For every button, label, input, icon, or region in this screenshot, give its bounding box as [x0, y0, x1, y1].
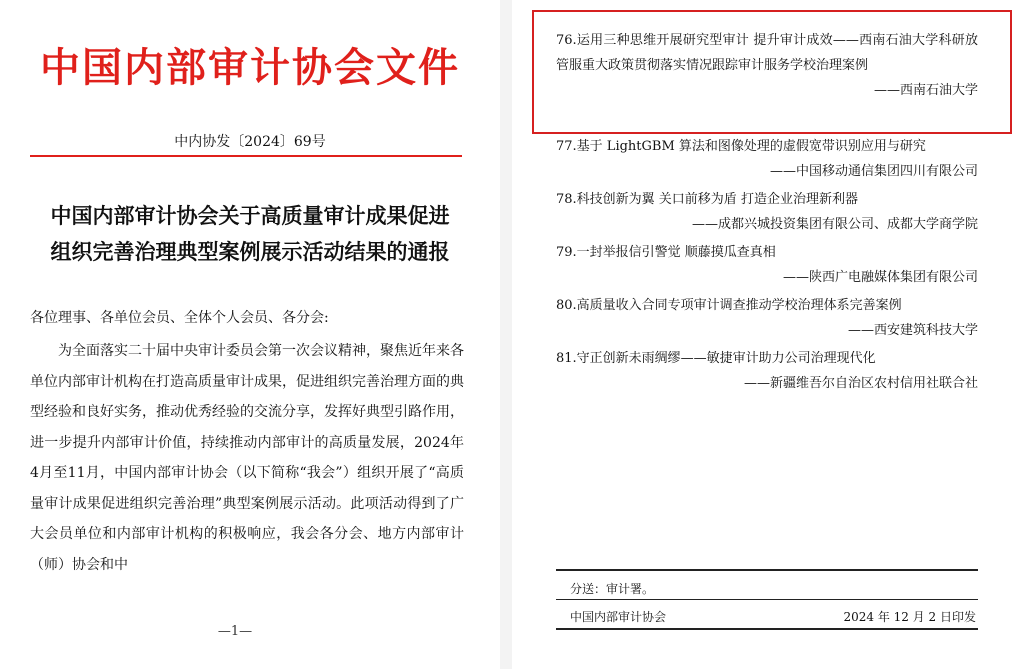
- list-item: [556, 187, 978, 237]
- item-organization: ——陕西广电融媒体集团有限公司: [782, 270, 978, 285]
- page-gutter: [500, 0, 512, 669]
- list-item: [556, 240, 978, 290]
- item-organization: ——成都兴城投资集团有限公司、成都大学商学院: [691, 217, 978, 232]
- item-title: 78.科技创新为翼 关口前移为盾 打造企业治理新利器: [556, 192, 858, 207]
- list-item: [556, 28, 978, 103]
- body-paragraph: 为全面落实二十届中央审计委员会第一次会议精神，聚焦近年来各单位内部审计机构在打造高质量审计成果，促进组织完善治理方面的典型经验和良好实务，推动优秀经验的交流分享，发挥好典型引路作用，进一步提升内部审计价值，持续推动内部审计的高质量发展，2024年4月至11月，中国内部审计协会（以下简称“我会”）组织开展了“高质量审计成果促进组织完善治理”典型案例展示活动。此项活动得到了广大会员单位和内部审计机构的积极响应，我会各分会、地方内部审计（师）协会和中: [30, 343, 464, 573]
- footer-rule-bottom: [556, 628, 978, 630]
- footer-rule-top: [556, 569, 978, 571]
- document-number: 中内协发〔2024〕69号: [174, 134, 326, 150]
- salutation: 各位理事、各单位会员、全体个人会员、各分会:: [30, 310, 329, 326]
- item-organization: ——西南石油大学: [873, 83, 978, 98]
- title-line-2: 组织完善治理典型案例展示活动结果的通报: [50, 240, 450, 264]
- item-organization: ——中国移动通信集团四川有限公司: [769, 164, 978, 179]
- item-title: 79.一封举报信引警觉 顺藤摸瓜查真相: [556, 245, 776, 260]
- footer-rule-middle: [556, 599, 978, 600]
- document-list-page: [512, 0, 1024, 669]
- item-organization: ——新疆维吾尔自治区农村信用社联合社: [743, 376, 978, 391]
- distribution-line: 分送：审计署。: [570, 582, 655, 596]
- title-line-1: 中国内部审计协会关于高质量审计成果促进: [50, 204, 450, 228]
- item-title: 77.基于 LightGBM 算法和图像处理的虚假宽带识别应用与研究: [556, 139, 926, 154]
- document-first-page: [0, 0, 500, 669]
- list-item: [556, 346, 978, 396]
- issuer-name: 中国内部审计协会: [570, 610, 667, 624]
- item-title: 76.运用三种思维开展研究型审计 提升审计成效——西南石油大学科研放管服重大政策贯彻落实情况跟踪审计服务学校治理案例: [556, 33, 978, 73]
- list-item: [556, 134, 978, 184]
- header-divider: [30, 155, 462, 157]
- item-title: 80.高质量收入合同专项审计调查推动学校治理体系完善案例: [556, 298, 902, 313]
- issue-date: 2024 年 12 月 2 日印发: [843, 610, 976, 624]
- document-header: 中国内部审计协会文件: [40, 45, 460, 91]
- document-title: [30, 198, 470, 270]
- list-item: [556, 293, 978, 343]
- item-organization: ——西安建筑科技大学: [847, 323, 978, 338]
- item-title: 81.守正创新未雨绸缪——敏捷审计助力公司治理现代化: [556, 351, 876, 366]
- page-number: —1—: [217, 624, 253, 639]
